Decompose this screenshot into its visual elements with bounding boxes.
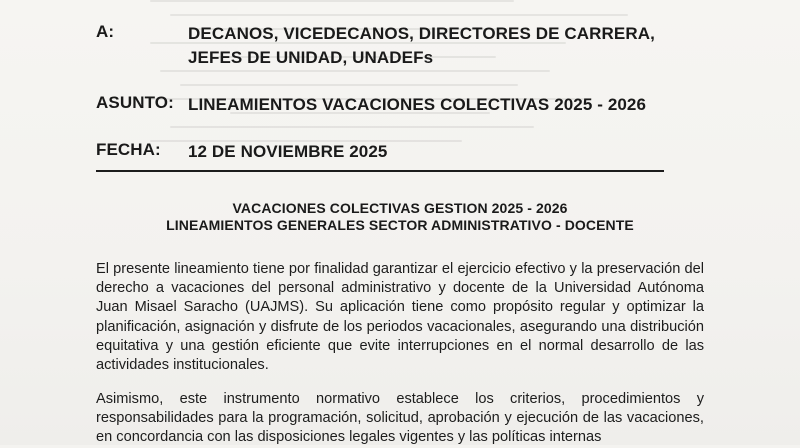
header-divider bbox=[96, 170, 664, 172]
section-title-line-1: VACACIONES COLECTIVAS GESTION 2025 - 2026 bbox=[232, 200, 568, 216]
memo-to-value: DECANOS, VICEDECANOS, DIRECTORES DE CARRERA, JEFES DE UNIDAD, UNADEFs bbox=[188, 24, 655, 67]
memo-to-label: A: bbox=[96, 22, 115, 41]
memo-subject-label: ASUNTO: bbox=[96, 93, 174, 112]
body-paragraph-1: El presente lineamiento tiene por finalidad garantizar el ejercicio efectivo y la preservación del derecho a vacaciones del personal administrativo y docente de la Universidad Autónoma Juan Misael Saracho (UAJMS). Su aplicación tiene como propósito regular y optimizar la planificación, asignación y disfrute de los periodos vacacionales, asegurando una distribución equitativa y una gestión eficiente que evite interrupciones en el normal desarrollo de las actividades institucionales. bbox=[96, 261, 704, 374]
memo-date-value: 12 DE NOVIEMBRE 2025 bbox=[188, 142, 388, 161]
section-title-line-2: LINEAMIENTOS GENERALES SECTOR ADMINISTRATIVO - DOCENTE bbox=[166, 217, 634, 233]
memo-date-label: FECHA: bbox=[96, 140, 161, 159]
body-paragraph-2: Asimismo, este instrumento normativo establece los criterios, procedimientos y responsabilidades para la programación, solicitud, aprobación y ejecución de las vacaciones, en concordancia con las disposiciones legales vigentes y las políticas internas bbox=[96, 391, 704, 446]
memo-subject-value: LINEAMIENTOS VACACIONES COLECTIVAS 2025 - 2026 bbox=[188, 95, 647, 114]
